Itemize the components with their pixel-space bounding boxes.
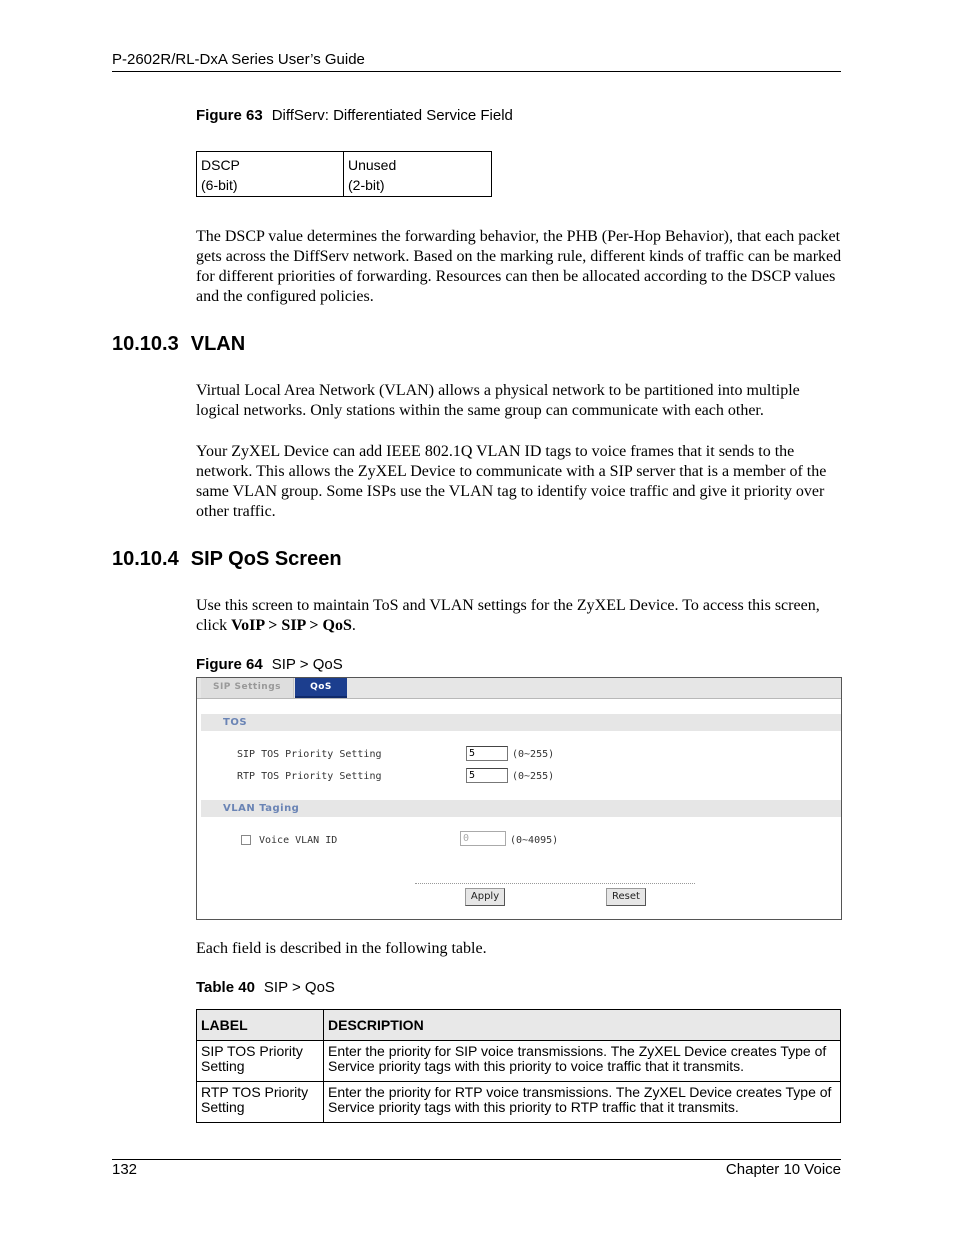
voice-vlan-checkbox[interactable] [241,835,251,845]
unused-field [344,152,491,196]
sip-tos-range: (0~255) [512,749,555,760]
dscp-field-name: DSCP [201,157,240,173]
footer-rule [112,1159,841,1160]
voice-vlan-id-input[interactable] [460,831,506,846]
table-row [197,1082,841,1123]
dscp-field [197,152,344,196]
apply-button[interactable]: Apply [465,888,505,906]
vlan-heading-number: 10.10.3 [112,333,179,355]
unused-field-bits: (2-bit) [348,177,385,193]
rtp-tos-input[interactable] [466,768,508,783]
diffserv-field-diagram [196,151,492,197]
reset-button[interactable]: Reset [606,888,646,906]
vlan-paragraph-1: Virtual Local Area Network (VLAN) allows a physical network to be partitioned into multiple logical networks. Only stations within the same group can communicate with each other. [196,382,800,419]
figure-64-title: SIP > QoS [271,656,343,673]
table-40-label: Table 40 [196,979,255,996]
tos-section-heading: TOS [201,714,841,731]
dscp-paragraph: The DSCP value determines the forwarding behavior, the PHB (Per-Hop Behavior), that each packet gets across the DiffServ network. Based on the marking rule, different kinds of traffic can be marked for different priorities of forwarding. Resources can then be allocated according to the DSCP values and the configured policies. [196,228,842,305]
sip-tos-input[interactable] [466,746,508,761]
vlan-heading [112,333,245,356]
chapter-title: Chapter 10 Voice [725,1161,841,1178]
sip-qos-intro [196,596,846,636]
unused-field-name: Unused [348,157,397,173]
tab-bar [197,678,841,699]
dscp-field-bits: (6-bit) [201,177,238,193]
figure-64-caption [196,656,343,673]
figure-63-title: DiffServ: Differentiated Service Field [271,107,513,124]
tab-sip-settings[interactable]: SIP Settings [201,678,294,698]
figure-63-caption [196,107,513,124]
vlan-paragraph-2: Your ZyXEL Device can add IEEE 802.1Q VLAN ID tags to voice frames that it sends to the network. This allows the ZyXEL Device to communicate with a SIP server that is a member of the same VLAN group. Some ISPs use the VLAN tag to identify voice traffic and give it priority over other traffic. [196,443,827,520]
button-separator [415,883,695,884]
rtp-tos-label: RTP TOS Priority Setting [237,771,382,782]
sip-qos-heading [112,548,342,571]
tab-qos[interactable]: QoS [295,678,347,698]
figure-64-label: Figure 64 [196,656,263,673]
label-column-header: LABEL [197,1010,324,1041]
sip-qos-intro-text: Use this screen to maintain ToS and VLAN settings for the ZyXEL Device. To access this screen, click [196,597,820,634]
rtp-tos-range: (0~255) [512,771,555,782]
sip-qos-screenshot [196,677,842,920]
header-rule [112,71,841,72]
voice-vlan-range: (0~4095) [510,835,559,846]
sip-qos-intro-end: . [351,617,356,634]
table-cell-description: Enter the priority for RTP voice transmissions. The ZyXEL Device creates Type of Service priority tags with this priority to RTP traffic that it transmits. [324,1082,841,1123]
figure-63-label: Figure 63 [196,107,263,124]
table-40-title: SIP > QoS [263,979,335,996]
sip-tos-label: SIP TOS Priority Setting [237,749,382,760]
sip-qos-heading-title: SIP QoS Screen [190,548,342,570]
table-cell-description: Enter the priority for SIP voice transmissions. The ZyXEL Device creates Type of Service priority tags with this priority to voice traffic that it transmits. [324,1041,841,1082]
table-intro-paragraph: Each field is described in the following table. [196,940,487,957]
voice-vlan-label: Voice VLAN ID [259,835,338,846]
running-header: P-2602R/RL-DxA Series User’s Guide [112,51,365,68]
table-cell-label: RTP TOS Priority Setting [197,1082,324,1123]
table-40-caption [196,979,335,996]
table-cell-label: SIP TOS Priority Setting [197,1041,324,1082]
vlan-heading-title: VLAN [190,333,246,355]
description-column-header: DESCRIPTION [324,1010,841,1041]
page-number: 132 [112,1161,138,1178]
table-header-row [197,1010,841,1041]
sip-qos-table [196,1009,841,1123]
sip-qos-heading-number: 10.10.4 [112,548,179,570]
vlan-tagging-section-heading: VLAN Taging [201,800,841,817]
sip-qos-menu-path: VoIP > SIP > QoS [231,617,352,634]
table-row [197,1041,841,1082]
